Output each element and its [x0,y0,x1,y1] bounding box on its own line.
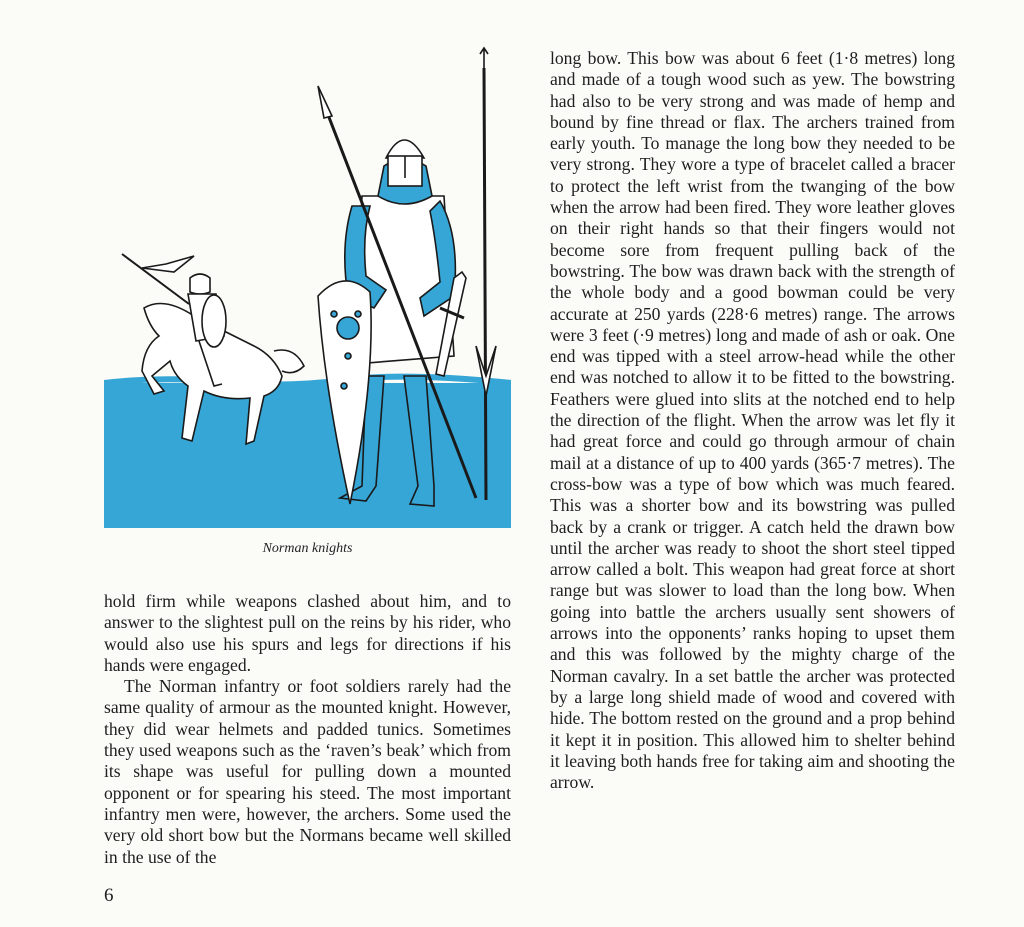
right-text-column [550,48,955,793]
page-number: 6 [104,885,114,906]
paragraph: long bow. This bow was about 6 feet (1·8 metres) long and made of a tough wood such as yew. The bowstring had also to be very strong and was made of hemp and bound by fine thread or flax. The archers trained from early youth. To manage the long bow they needed to be very strong. They wore a type of bracelet called a bracer to protect the left wrist from the twanging of the bow when the arrow had been fired. They wore leather gloves on their right hands so that their fingers would not become sore from frequent pulling back of the bowstring. The bow was drawn back with the strength of the whole body and a good bowman could be very accurate at 250 yards (228·6 metres) range. The arrows were 3 feet (·9 metres) long and made of ash or oak. One end was tipped with a steel arrow-head while the other end was notched to allow it to be fitted to the bowstring. Feathers were glued into slits at the notched end to help the direction of the flight. When the arrow was let fly it had great force and could go through armour of chain mail at a distance of up to 400 yards (365·7 metres). The cross-bow was a type of bow which was much feared. This was a shorter bow and its bowstring was pulled back by a crank or trigger. A catch held the drawn bow until the archer was ready to shoot the short steel tipped arrow called a bolt. This weapon had great force at short range but was slower to load than the long bow. When going into battle the archers usually sent showers of arrows into the opponents’ ranks hoping to upset them and this was followed by the mighty charge of the Norman cavalry. In a set battle the archer was protected by a large long shield made of wood and covered with hide. The bottom rested on the ground and a prop behind it kept it in position. This allowed him to shelter behind it leaving both hands free for taking aim and shooting the arrow. [550,48,955,793]
paragraph: hold firm while weapons clashed about him, and to answer to the slightest pull on the reins by his rider, who would also use his spurs and legs for directions if his hands were engaged. [104,591,511,675]
norman-knights-illustration [104,46,511,528]
figure-caption: Norman knights [262,541,353,556]
left-text-column [104,591,511,868]
paragraph: The Norman infantry or foot soldiers rarely had the same quality of armour as the mounted knight. However, they did wear helmets and padded tunics. Sometimes they used weapons such as the ‘raven’s beak’ which from its shape was useful for pulling down a mounted opponent or for spearing his steed. The most important infantry men were, however, the archers. Some used the very old short bow but the Normans became well skilled in the use of the [104,676,511,867]
ground-blue [104,383,511,528]
